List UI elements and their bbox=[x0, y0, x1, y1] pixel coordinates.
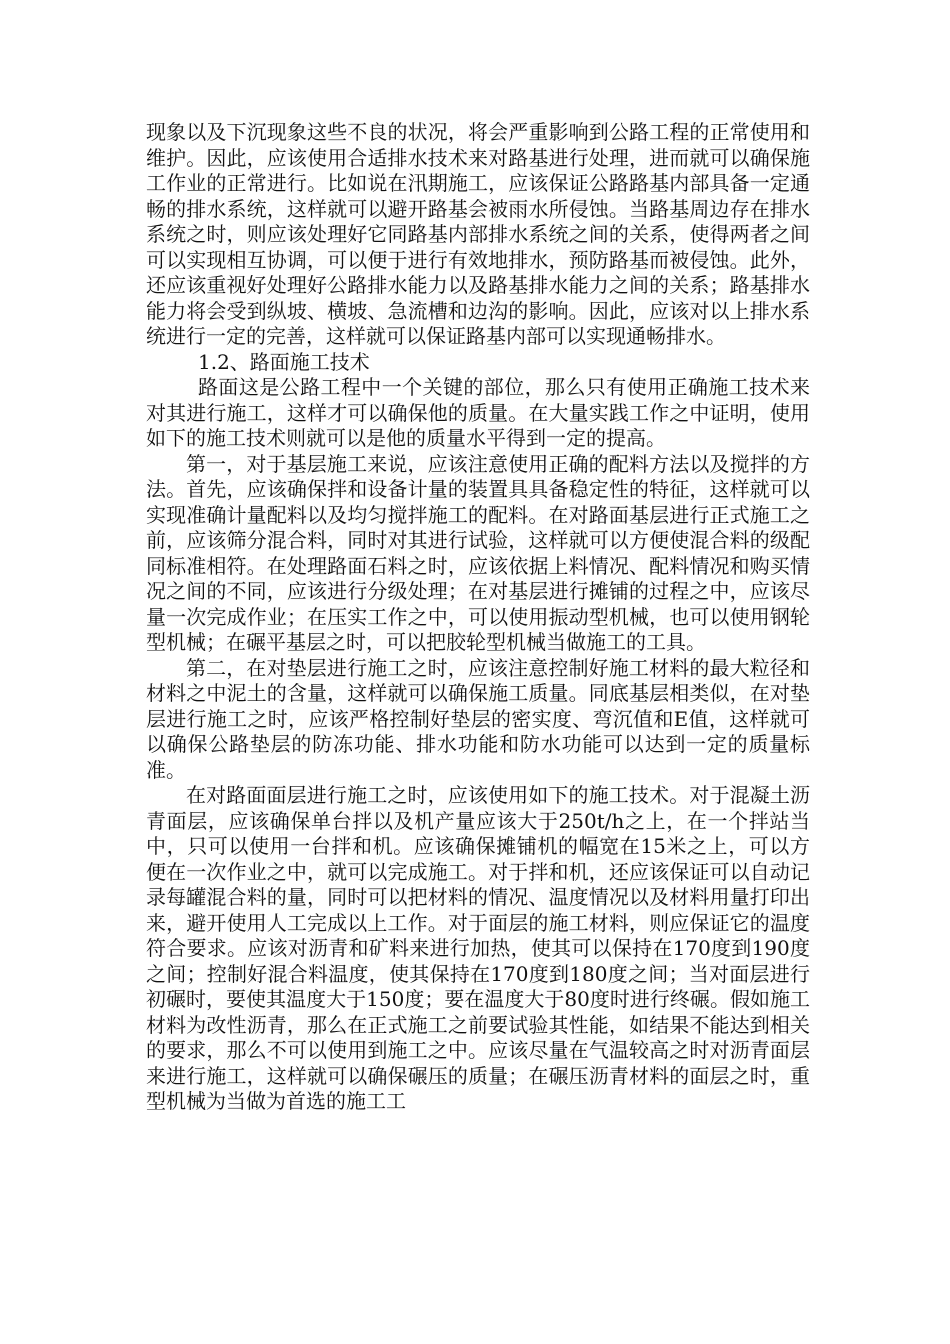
document-page bbox=[146, 120, 810, 1115]
body-paragraph-pavement-intro: 路面这是公路工程中一个关键的部位，那么只有使用正确施工技术来对其进行施工，这样才可以确保他的质量。在大量实践工作之中证明，使用如下的施工技术则就可以是他的质量水平得到一定的提高。 bbox=[146, 375, 810, 450]
body-paragraph-first: 第一，对于基层施工来说，应该注意使用正确的配料方法以及搅拌的方法。首先，应该确保拌和设备计量的装置具具备稳定性的特征，这样就可以实现准确计量配料以及均匀搅拌施工的配料。在对路面基层进行正式施工之前，应该筛分混合料，同时对其进行试验，这样就可以方便使混合料的级配同标准相符。在处理路面石料之时，应该依据上料情况、配料情况和购买情况之间的不同，应该进行分级处理；在对基层进行摊铺的过程之中，应该尽量一次完成作业；在压实工作之中，可以使用振动型机械，也可以使用钢轮型机械；在碾平基层之时，可以把胶轮型机械当做施工的工具。 bbox=[146, 451, 810, 654]
body-paragraph-surface-layer: 在对路面面层进行施工之时，应该使用如下的施工技术。对于混凝土沥青面层，应该确保单台拌以及机产量应该大于250t/h之上，在一个拌站当中，只可以使用一台拌和机。应该确保摊铺机的幅宽在15米之上，可以方便在一次作业之中，就可以完成施工。对于拌和机，还应该保证可以自动记录每罐混合料的量，同时可以把材料的情况、温度情况以及材料用量打印出来，避开使用人工完成以上工作。对于面层的施工材料，则应保证它的温度符合要求。应该对沥青和矿料来进行加热，使其可以保持在170度到190度之间；控制好混合料温度，使其保持在170度到180度之间；当对面层进行初碾时，要使其温度大于150度；要在温度大于80度时进行终碾。假如施工材料为改性沥青，那么在正式施工之前要试验其性能，如结果不能达到相关的要求，那么不可以使用到施工之中。应该尽量在气温较高之时对沥青面层来进行施工，这样就可以确保碾压的质量；在碾压沥青材料的面层之时，重型机械为当做为首选的施工工 bbox=[146, 783, 810, 1113]
section-heading-1-2: 1.2、路面施工技术 bbox=[198, 349, 370, 374]
body-paragraph-second: 第二，在对垫层进行施工之时，应该注意控制好施工材料的最大粒径和材料之中泥土的含量，这样就可以确保施工质量。同底基层相类似，在对垫层进行施工之时，应该严格控制好垫层的密实度、弯沉值和E值，这样就可以确保公路垫层的防冻功能、排水功能和防水功能可以达到一定的质量标准。 bbox=[146, 655, 810, 782]
body-paragraph-drainage: 现象以及下沉现象这些不良的状况，将会严重影响到公路工程的正常使用和维护。因此，应该使用合适排水技术来对路基进行处理，进而就可以确保施工作业的正常进行。比如说在汛期施工，应该保证公路路基内部具备一定通畅的排水系统，这样就可以避开路基会被雨水所侵蚀。当路基周边存在排水系统之时，则应该处理好它同路基内部排水系统之间的关系，使得两者之间可以实现相互协调，可以便于进行有效地排水，预防路基而被侵蚀。此外，还应该重视好处理好公路排水能力以及路基排水能力之间的关系；路基排水能力将会受到纵坡、横坡、急流槽和边沟的影响。因此，应该对以上排水系统进行一定的完善，这样就可以保证路基内部可以实现通畅排水。 bbox=[146, 120, 810, 348]
